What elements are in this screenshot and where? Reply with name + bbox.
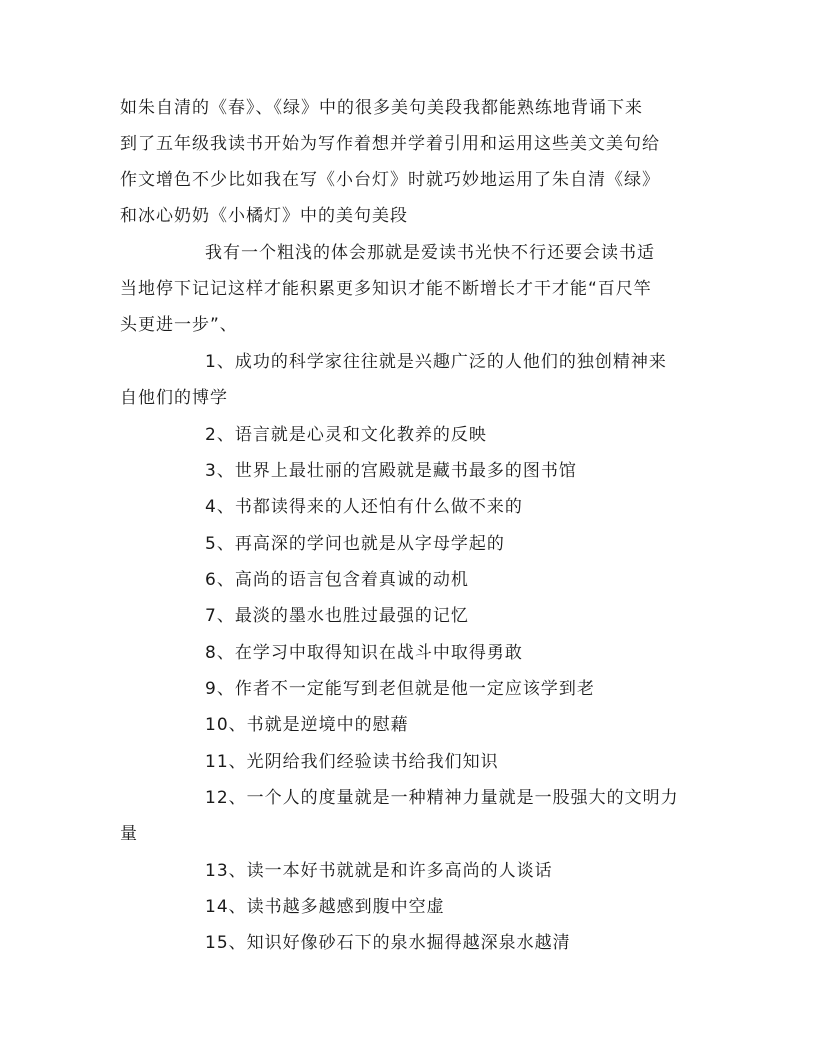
quote-item: 4、书都读得来的人还怕有什么做不来的: [205, 497, 523, 517]
text-line: 我有一个粗浅的体会那就是爱读书光快不行还要会读书适: [205, 243, 655, 263]
text-line: 到了五年级我读书开始为写作着想并学着引用和运用这些美文美句给: [120, 134, 660, 154]
quote-item: 7、最淡的墨水也胜过最强的记忆: [205, 606, 469, 626]
text-line: 和冰心奶奶《小橘灯》中的美句美段: [120, 206, 408, 226]
text-line: 作文增色不少比如我在写《小台灯》时就巧妙地运用了朱自清《绿》: [120, 170, 660, 190]
quote-item: 1、成功的科学家往往就是兴趣广泛的人他们的独创精神来: [205, 352, 667, 372]
text-line: 自他们的博学: [120, 388, 228, 408]
quote-item: 3、世界上最壮丽的宫殿就是藏书最多的图书馆: [205, 461, 577, 481]
quote-item: 8、在学习中取得知识在战斗中取得勇敢: [205, 643, 523, 663]
quote-item: 10、书就是逆境中的慰藉: [205, 715, 409, 735]
quote-item: 5、再高深的学问也就是从字母学起的: [205, 534, 505, 554]
quote-item: 13、读一本好书就就是和许多高尚的人谈话: [205, 861, 553, 881]
quote-item: 15、知识好像砂石下的泉水掘得越深泉水越清: [205, 933, 571, 953]
quote-item: 6、高尚的语言包含着真诚的动机: [205, 570, 469, 590]
quote-item: 2、语言就是心灵和文化教养的反映: [205, 425, 487, 445]
text-line: 头更进一步”、: [120, 315, 238, 335]
quote-item: 9、作者不一定能写到老但就是他一定应该学到老: [205, 679, 595, 699]
quote-item: 11、光阴给我们经验读书给我们知识: [205, 752, 499, 772]
text-line: 量: [120, 824, 138, 844]
text-line: 当地停下记记这样才能积累更多知识才能不断增长才干才能“百尺竿: [120, 279, 652, 299]
quote-item: 14、读书越多越感到腹中空虚: [205, 897, 445, 917]
quote-item: 12、一个人的度量就是一种精神力量就是一股强大的文明力: [205, 788, 679, 808]
text-line: 如朱自清的《春》、《绿》中的很多美句美段我都能熟练地背诵下来: [120, 98, 643, 118]
